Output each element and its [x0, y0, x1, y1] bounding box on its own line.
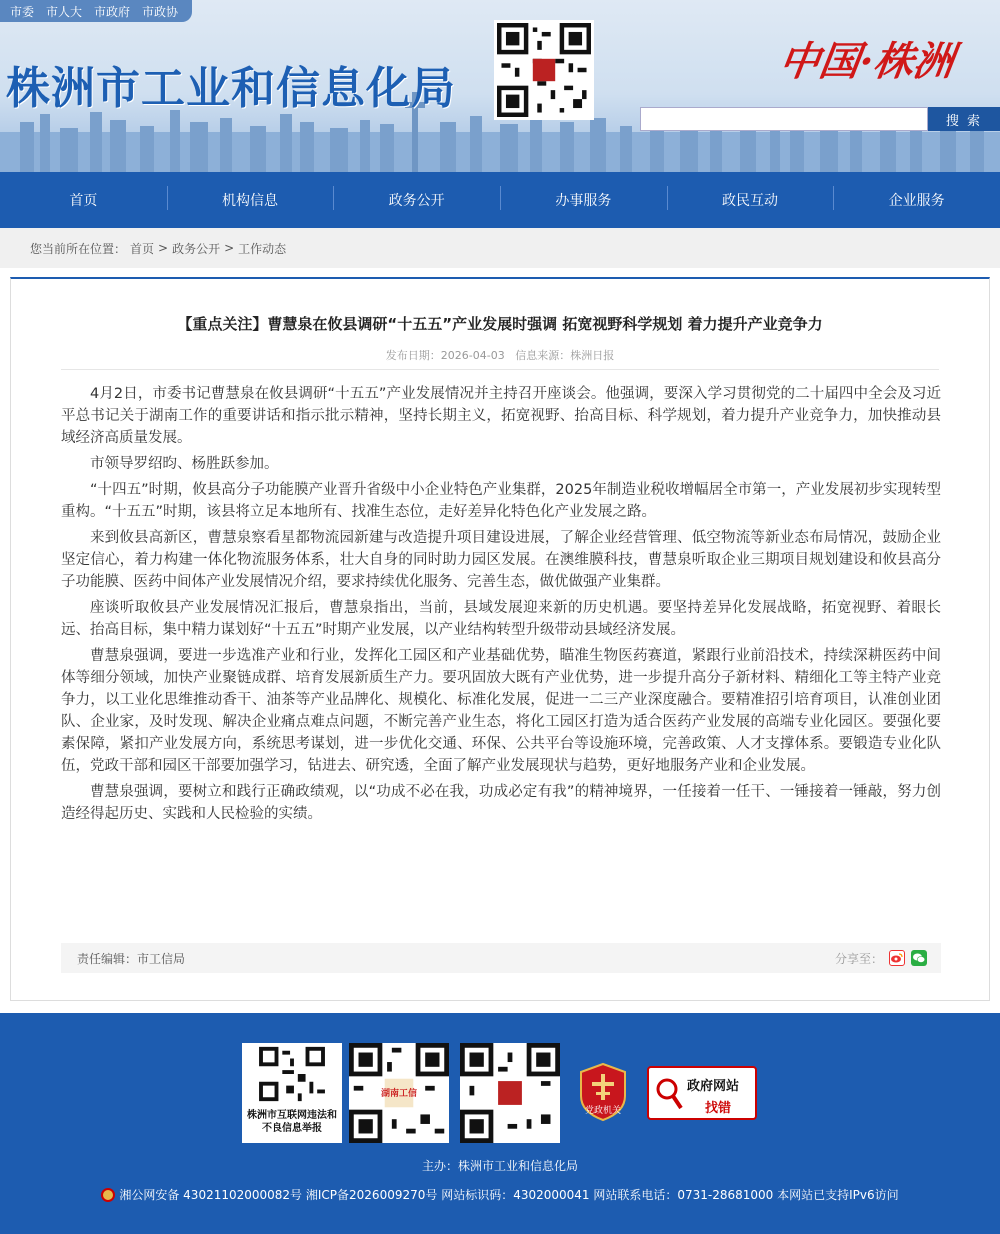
toplink-government[interactable]: 市政府 — [94, 4, 131, 19]
article-container — [10, 277, 990, 1001]
breadcrumb-prefix: 您当前所在位置： — [30, 241, 127, 256]
wechat-qr-code — [460, 1043, 560, 1143]
article-paragraph: 来到攸县高新区，曹慧泉察看星都物流园新建与改造提升项目建设进展，了解企业经营管理、低空物流等新业态布局情况，鼓励企业坚定信心，着力构建一体化物流服务体系，壮大自身的同时助力园区发展。在澳维膜科技，曹慧泉听取企业三期项目规划建设和攸县高分子功能膜、医药中间体产业发展情况介绍，要求持续优化服务、完善生态，做优做强产业集群。 — [61, 530, 941, 590]
article-paragraph: 曹慧泉强调，要树立和践行正确政绩观，以“功成不必在我，功成必定有我”的精神境界，一任接着一任干、一锤接着一锤敲，努力创造经得起历史、实践和人民检验的实绩。 — [61, 784, 941, 822]
article-paragraph: 4月2日，市委书记曹慧泉在攸县调研“十五五”产业发展情况并主持召开座谈会。他强调，要深入学习贯彻党的二十届四中全会及习近平总书记关于湖南工作的重要讲话和指示批示精神，坚持长期主义，拓宽视野、抬高目标、科学规划，着力提升产业竞争力，加快推动县域经济高质量发展。 — [61, 386, 941, 446]
publish-date: 发布日期：2026-04-03 — [385, 349, 505, 362]
footer-host: 主办：株洲市工业和信息化局 — [421, 1159, 578, 1173]
police-badge-icon — [101, 1188, 115, 1202]
nav-services[interactable]: 办事服务 — [500, 190, 667, 210]
article-title: 【重点关注】曹慧泉在攸县调研“十五五”产业发展时强调 拓宽视野科学规划 着力提升产业竞争力 — [177, 315, 823, 333]
top-links-bar — [0, 0, 192, 22]
main-nav — [0, 172, 1000, 228]
nav-home[interactable]: 首页 — [69, 193, 98, 209]
site-header — [0, 0, 1000, 172]
site-title[interactable]: 株洲市工业和信息化局 — [6, 63, 456, 114]
nav-interaction[interactable]: 政民互动 — [667, 190, 834, 210]
gov-btn-top-label: 政府网站 — [687, 1079, 740, 1094]
article-paragraph: “十四五”时期，攸县高分子功能膜产业晋升省级中小企业特色产业集群，2025年制造业税收增幅居全市第一，产业发展初步实现转型重构。“十五五”时期，该县将立足本地所有、找准生态位，走好差异化特色化产业发展之路。 — [61, 482, 941, 520]
article-body — [61, 383, 941, 829]
toplink-cppcc[interactable]: 市政协 — [142, 4, 179, 19]
party-gov-badge-label: 党政机关 — [584, 1106, 621, 1116]
footer-record-text: 湘公网安备 43021102000082号 湘ICP备2026009270号 网站标识码：4302000041 网站联系电话：0731-28681000 本网站已支持IPv6访问 — [119, 1188, 899, 1202]
report-qr-code — [242, 1043, 342, 1143]
qr-code-icon — [242, 1043, 342, 1105]
breadcrumb-item-home[interactable]: 首页 — [130, 241, 155, 256]
qr-code-image — [494, 20, 594, 120]
breadcrumb-item-gov-affairs[interactable]: 政务公开 — [172, 241, 221, 256]
gov-website-error-report-button[interactable] — [647, 1066, 757, 1120]
toplink-npc[interactable]: 市人大 — [46, 4, 83, 19]
responsible-editor: 责任编辑：市工信局 — [77, 951, 186, 966]
share-area — [835, 950, 927, 967]
article-meta — [11, 347, 989, 363]
search-input[interactable] — [640, 107, 928, 131]
search-button[interactable]: 搜 索 — [928, 107, 1000, 131]
brand-logo-text: 中国·株洲 — [776, 38, 957, 85]
breadcrumb — [0, 228, 1000, 268]
info-source: 信息来源：株洲日报 — [515, 349, 615, 362]
wechat-share-icon[interactable] — [911, 950, 927, 966]
toplink-city-committee[interactable]: 市委 — [10, 4, 35, 19]
article-paragraph: 曹慧泉强调，要进一步选准产业和行业，发挥化工园区和产业基础优势，瞄准生物医药赛道，紧跟行业前沿技术，持续深耕医药中间体等细分领域，加快产业聚链成群、培育发展新质生产力。要巩固放大既有产业优势，进一步提升高分子新材料、精细化工等主特产业竞争力，以工业化思维推动香干、油茶等产业品牌化、规模化、标准化发展，促进一二三产业深度融合。要精准招引培育项目，认准创业团队、企业家，及时发现、解决企业痛点难点问题，不断完善产业生态，将化工园区打造为适合医药产业发展的高端专业化园区。要强化要素保障，紧扣产业发展方向，系统思考谋划，进一步优化交通、环保、公共平台等设施环境，完善政策、人才支撑体系。要锻造专业化队伍，党政干部和园区干部要加强学习，钻进去、研究透，全面了解产业发展现状与趋势，更好地服务产业和企业发展。 — [61, 648, 941, 774]
qr-code-icon — [497, 23, 591, 117]
nav-enterprise[interactable]: 企业服务 — [833, 190, 1000, 210]
qr-code-icon — [460, 1043, 560, 1143]
breadcrumb-separator: > — [224, 241, 235, 255]
article-footer-bar — [61, 943, 941, 973]
nav-org-info[interactable]: 机构信息 — [167, 190, 334, 210]
share-label: 分享至： — [834, 951, 883, 966]
breadcrumb-item-work-news[interactable]: 工作动态 — [238, 241, 287, 256]
article-paragraph: 市领导罗绍昀、杨胜跃参加。 — [90, 456, 279, 472]
hunan-gx-logo-text: 湖南工信 — [380, 1089, 417, 1099]
weibo-share-icon[interactable] — [889, 950, 905, 966]
article-paragraph: 座谈听取攸县产业发展情况汇报后，曹慧泉指出，当前，县域发展迎来新的历史机遇。要坚持差异化发展战略，拓宽视野、着眼长远、抬高目标，集中精力谋划好“十五五”时期产业发展，以产业结构转型升级带动县域经济发展。 — [61, 600, 941, 638]
magnifier-icon — [655, 1076, 683, 1112]
divider — [61, 369, 939, 370]
report-qr-label: 株洲市互联网违法和不良信息举报 — [247, 1110, 337, 1134]
footer-record — [0, 1186, 1000, 1203]
gov-btn-bottom-label: 找错 — [705, 1101, 732, 1116]
nav-gov-affairs[interactable]: 政务公开 — [333, 190, 500, 210]
breadcrumb-separator: > — [158, 241, 169, 255]
